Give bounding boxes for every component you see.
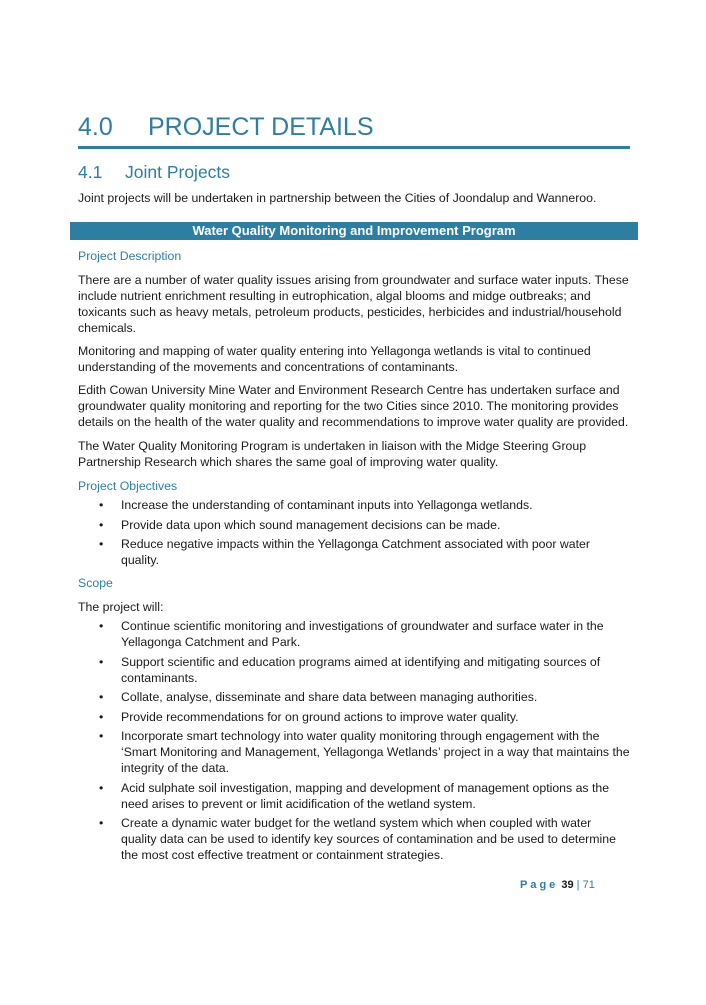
scope-list [78, 618, 630, 867]
list-item-text: Provide data upon which sound management decisions can be made. [121, 517, 501, 532]
total-pages: 71 [582, 879, 595, 891]
bullet-icon: • [99, 619, 104, 633]
bullet-icon: • [99, 709, 104, 724]
section-number: 4.0 [78, 113, 113, 141]
bullet-icon: • [99, 816, 104, 830]
objectives-list [78, 497, 630, 572]
list-item [78, 689, 630, 705]
subsection-number: 4.1 [78, 162, 103, 182]
list-item [78, 517, 630, 533]
list-item [78, 654, 630, 686]
page-footer [520, 878, 595, 892]
scope-lead: The project will: [78, 600, 164, 614]
project-description-heading: Project Description [78, 249, 182, 263]
subsection-heading [78, 161, 230, 183]
bullet-icon: • [99, 690, 104, 704]
description-paragraph: Edith Cowan University Mine Water and Environment Research Centre has undertaken surface and groundwater quality monitoring and reporting for the two Cities since 2010. The monitoring provides details on the health of the water quality and recommendations to improve water quality are provided. [78, 383, 629, 429]
intro-paragraph: Joint projects will be undertaken in partnership between the Cities of Joondalup and Wanneroo. [78, 191, 597, 205]
subsection-title: Joint Projects [125, 162, 231, 182]
page-number: 39 [561, 879, 574, 891]
list-item-text: Incorporate smart technology into water quality monitoring through engagement with the ‘Smart Monitoring and Management, Yellagonga Wetlands’ project in a way that maintains the integrity of the data. [121, 729, 630, 775]
list-item-text: Provide recommendations for on ground actions to improve water quality. [121, 709, 519, 724]
page-label: Page [520, 879, 559, 891]
bullet-icon: • [99, 498, 104, 512]
project-objectives-heading: Project Objectives [78, 479, 178, 493]
section-title: PROJECT DETAILS [148, 113, 374, 141]
bullet-icon: • [99, 654, 104, 669]
list-item-text: Support scientific and education programs aimed at identifying and mitigating sources of contaminants. [121, 654, 601, 685]
bullet-icon: • [99, 729, 104, 743]
heading-rule [78, 146, 630, 149]
section-heading [78, 112, 630, 142]
list-item [78, 497, 630, 513]
list-item [78, 618, 630, 650]
list-item [78, 536, 630, 568]
list-item [78, 709, 630, 725]
list-item [78, 728, 630, 776]
description-paragraph: Monitoring and mapping of water quality entering into Yellagonga wetlands is vital to continued understanding of the movements and concentrations of contaminants. [78, 344, 591, 374]
bullet-icon: • [99, 517, 104, 532]
list-item-text: Create a dynamic water budget for the wetland system which when coupled with water quality data can be used to identify key sources of contamination and be used to determine the most cost effective treatment or containment strategies. [121, 816, 616, 862]
list-item [78, 815, 630, 863]
bullet-icon: • [99, 537, 104, 551]
description-paragraph: The Water Quality Monitoring Program is undertaken in liaison with the Midge Steering Group Partnership Research which shares the same goal of improving water quality. [78, 439, 587, 469]
list-item-text: Continue scientific monitoring and investigations of groundwater and surface water in the Yellagonga Catchment and Park. [121, 619, 604, 649]
scope-heading: Scope [78, 576, 113, 590]
list-item-text: Increase the understanding of contaminant inputs into Yellagonga wetlands. [121, 498, 533, 512]
list-item-text: Acid sulphate soil investigation, mapping and development of management options as the need arises to prevent or limit acidification of the wetland system. [121, 780, 610, 811]
list-item [78, 780, 630, 812]
list-item-text: Reduce negative impacts within the Yellagonga Catchment associated with poor water quality. [121, 537, 590, 567]
list-item-text: Collate, analyse, disseminate and share data between managing authorities. [121, 690, 538, 704]
program-banner: Water Quality Monitoring and Improvement Program [70, 222, 638, 240]
page-separator: | [576, 879, 580, 891]
bullet-icon: • [99, 780, 104, 795]
description-paragraph: There are a number of water quality issues arising from groundwater and surface water inputs. These include nutrient enrichment resulting in eutrophication, algal blooms and midge outbreaks; and toxicants such as heavy metals, petroleum products, pesticides, herbicides and industrial/household chemicals. [78, 273, 629, 335]
